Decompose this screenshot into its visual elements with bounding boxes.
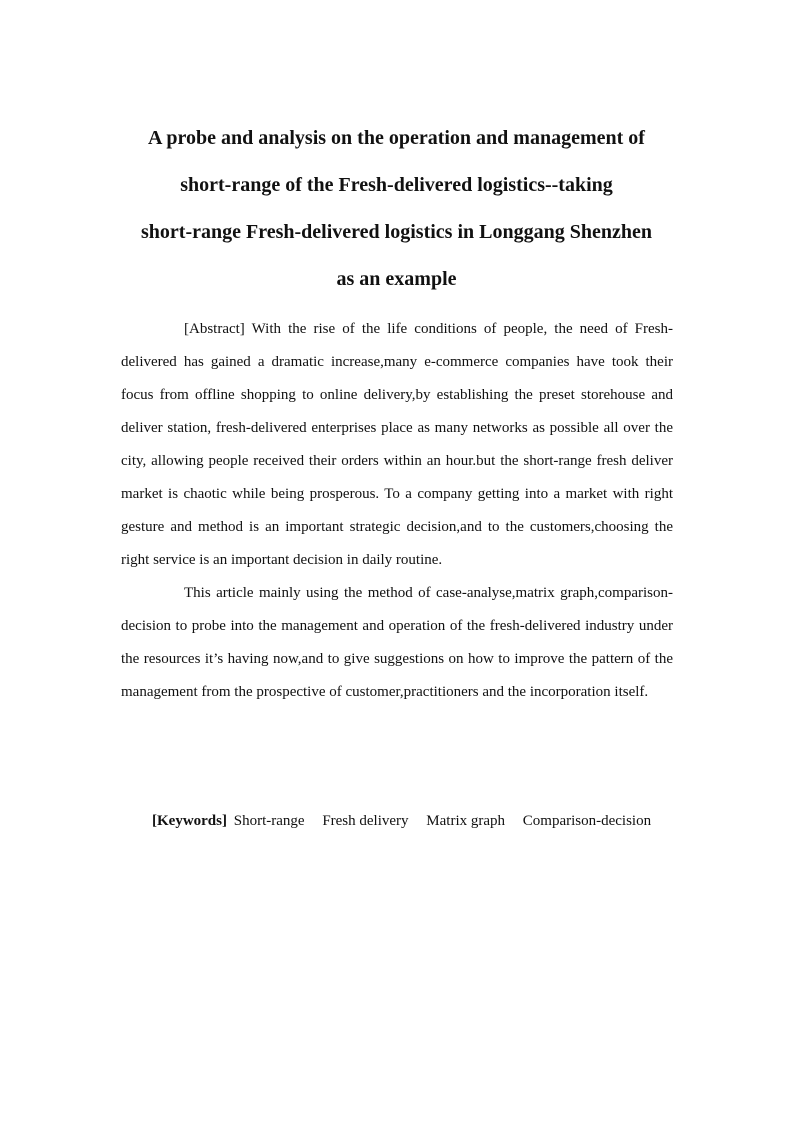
title-line: short-range of the Fresh-delivered logistics--taking [180, 174, 613, 196]
abstract-paragraph: This article mainly using the method of case-analyse,matrix graph,comparison-decision to probe into the management and operation of the fresh-delivered industry under the resources it’s having now,and to give suggestions on how to improve the pattern of the management from the prospective of customer,practitioners and the incorporation itself. [121, 585, 673, 700]
keywords-line [152, 808, 651, 834]
keyword: Matrix graph [426, 813, 506, 829]
keywords-label: [Keywords] [152, 813, 227, 829]
keyword: Comparison-decision [522, 813, 652, 829]
title-line: as an example [336, 268, 457, 290]
abstract-section [121, 313, 673, 709]
title-line: short-range Fresh-delivered logistics in Longgang Shenzhen [141, 221, 652, 243]
keyword: Short-range [233, 813, 305, 829]
abstract-paragraph: [Abstract] With the rise of the life conditions of people, the need of Fresh-delivered has gained a dramatic increase,many e-commerce companies have took their focus from offline shopping to online delivery,by establishing the preset storehouse and deliver station, fresh-delivered enterprises place as many networks as possible all over the city, allowing people received their orders within an hour.but the short-range fresh deliver market is chaotic while being prosperous. To a company getting into a market with right gesture and method is an important strategic decision,and to the customers,choosing the right service is an important decision in daily routine. [121, 321, 673, 568]
document-title [100, 115, 693, 303]
keyword: Fresh delivery [322, 813, 409, 829]
title-line: A probe and analysis on the operation and management of [148, 127, 645, 149]
